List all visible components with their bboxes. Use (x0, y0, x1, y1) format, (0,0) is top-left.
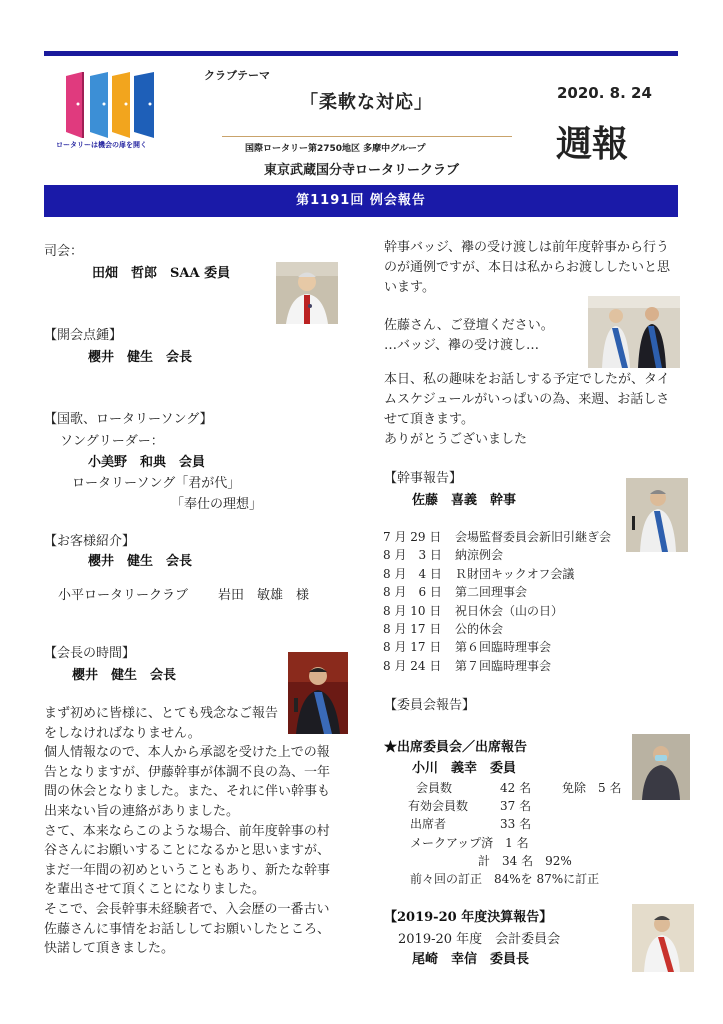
members-label: 会員数 (416, 781, 453, 795)
president-heading: 【会長の時間】 (44, 646, 136, 661)
speech-line: ムスケジュールがいっぱいの為、来週、お話しさ (384, 392, 670, 407)
secretary-name: 佐藤 喜義 幹事 (412, 493, 517, 508)
schedule-date: 8 月 24 日 (383, 658, 442, 673)
exempt-label: 免除 (562, 781, 587, 795)
schedule-date: 8 月 6 日 (383, 585, 442, 600)
correction-line: 前々回の訂正 84%を 87%に訂正 (410, 872, 600, 886)
meeting-banner: 第1191回 例会報告 (44, 185, 678, 217)
schedule-event: 納涼例会 (455, 548, 504, 563)
speech-line: います。 (384, 280, 435, 295)
schedule-row (383, 565, 623, 583)
schedule-event: 第７回臨時理事会 (455, 658, 552, 673)
present-value: 33 名 (500, 817, 532, 831)
speech-line: 個人情報なので、本人から承認を受けた上での報 (44, 745, 330, 761)
attendance-name: 小川 義幸 委員 (412, 761, 517, 776)
top-rule (44, 51, 678, 56)
fiscal-sub: 2019-20 年度 会計委員会 (398, 932, 561, 947)
schedule-event: 公的休会 (455, 621, 504, 636)
speech-line: 幹事バッジ、襷の受け渡しは前年度幹事から行う (384, 240, 669, 255)
guest-heading: 【お客様紹介】 (44, 534, 136, 549)
speech-line: 告となりますが、伊藤幹事が体調不良の為、一年 (44, 764, 331, 780)
speech-line: のが通例ですが、本日は私からお渡ししたいと思 (384, 260, 671, 275)
present-label: 出席者 (410, 817, 447, 831)
opening-name: 櫻井 健生 会長 (88, 350, 193, 365)
guest-host: 櫻井 健生 会長 (88, 554, 193, 569)
schedule-row (383, 546, 623, 564)
opening-heading: 【開会点鍾】 (44, 328, 123, 343)
mc-heading: 司会： (44, 244, 84, 259)
club-theme: 「柔軟な対応」 (300, 92, 433, 113)
weekly-title: 週報 (556, 123, 629, 165)
schedule-row (383, 583, 623, 601)
guest-name: 岩田 敏雄 様 (218, 588, 310, 603)
mc-photo (276, 262, 338, 324)
schedule-event: Ｒ財団キックオフ会議 (455, 566, 575, 581)
speech-line: 谷さんにお願いすることになるかと思いますが、 (44, 843, 331, 859)
speech-line: そこで、会長幹事未経験者で、入会歴の一番古い (44, 901, 330, 917)
total-line: 計 34 名 92% (478, 854, 572, 868)
handover-photo (588, 296, 680, 368)
committee-heading: 【委員会報告】 (384, 698, 476, 713)
fiscal-name: 尾崎 幸信 委員長 (412, 952, 530, 967)
fiscal-photo (632, 904, 694, 972)
song-leader-label: ソングリーダー： (60, 434, 164, 449)
schedule-date: 8 月 3 日 (383, 548, 442, 563)
club-name: 東京武蔵国分寺ロータリークラブ (264, 163, 460, 178)
fiscal-heading: 【2019-20 年度決算報告】 (384, 910, 553, 925)
members-value: 42 名 (500, 781, 532, 795)
attendance-heading: ★出席委員会／出席報告 (384, 740, 528, 755)
speech-line: ありがとうございました (384, 432, 528, 447)
speech-continued (384, 238, 670, 298)
exempt-value: 5 名 (598, 781, 622, 795)
schedule-date: 8 月 17 日 (383, 640, 442, 655)
schedule-row (383, 620, 623, 638)
speech-line: まず初めに皆様に、とても残念なご報告 (44, 706, 279, 721)
speech-line: 本日、私の趣味をお話しする予定でしたが、タイ (384, 372, 670, 387)
schedule-list (383, 528, 623, 675)
secretary-photo (626, 478, 688, 552)
speech-line: まだ一年間の初めということもあり、新たな幹事 (44, 862, 331, 878)
schedule-event: 第６回臨時理事会 (455, 640, 552, 655)
schedule-date: 8 月 4 日 (383, 566, 442, 581)
song-leader-name: 小美野 和典 会員 (88, 455, 206, 470)
speech-line: をしなければなりません。 (44, 725, 201, 741)
schedule-row (383, 657, 623, 675)
president-speech (44, 704, 330, 959)
closing-remarks (384, 370, 670, 450)
anthem-heading: 【国歌、ロータリーソング】 (44, 412, 213, 427)
schedule-date: 7 月 29 日 (383, 530, 442, 544)
valid-value: 37 名 (500, 799, 532, 813)
mc-name: 田畑 哲郎 SAA 委員 (92, 266, 231, 281)
badge-handover (384, 316, 554, 356)
makeup-line: メークアップ済 1 名 (410, 836, 529, 850)
speech-line: 佐藤さんに事情をお話ししてお願いしたところ、 (44, 921, 331, 937)
schedule-row (383, 602, 623, 620)
guest-club: 小平ロータリークラブ (58, 588, 189, 603)
header-divider (222, 136, 512, 137)
schedule-row (383, 638, 623, 656)
district-line: 国際ロータリー第2750地区 多摩中グループ (245, 144, 426, 154)
speech-line: せて頂きます。 (384, 412, 474, 427)
club-theme-label: クラブテーマ (204, 69, 270, 82)
president-name: 櫻井 健生 会長 (72, 668, 177, 683)
secretary-heading: 【幹事報告】 (384, 471, 463, 486)
valid-label: 有効会員数 (408, 799, 469, 813)
schedule-event: 祝日休会（山の日） (455, 603, 564, 618)
issue-date: 2020. 8. 24 (557, 84, 652, 102)
schedule-row (383, 528, 623, 546)
speech-line: 間の休会となりました。また、それに伴い幹事も (44, 784, 331, 800)
song-line-1: ロータリーソング「君が代」 (72, 476, 241, 491)
speech-line: 出来ない旨の連絡がありました。 (44, 803, 240, 819)
speech-line: を輩出させて頂くことになりました。 (44, 882, 266, 898)
schedule-event: 会場監督委員会新旧引継ぎ会 (455, 530, 612, 544)
attendance-photo (632, 734, 690, 800)
speech-line: さて、本来ならこのような場合、前年度幹事の村 (44, 823, 330, 839)
schedule-event: 第二回理事会 (455, 585, 528, 600)
schedule-date: 8 月 10 日 (383, 603, 442, 618)
speech-line: 佐藤さん、ご登壇ください。 (384, 318, 554, 333)
song-line-2: 「奉仕の理想」 (171, 497, 263, 512)
speech-line: 快諾して頂きました。 (44, 941, 175, 957)
speech-line: …バッジ、襷の受け渡し… (384, 338, 539, 353)
logo-caption: ロータリーは機会の扉を開く (56, 141, 147, 149)
schedule-date: 8 月 17 日 (383, 621, 442, 636)
